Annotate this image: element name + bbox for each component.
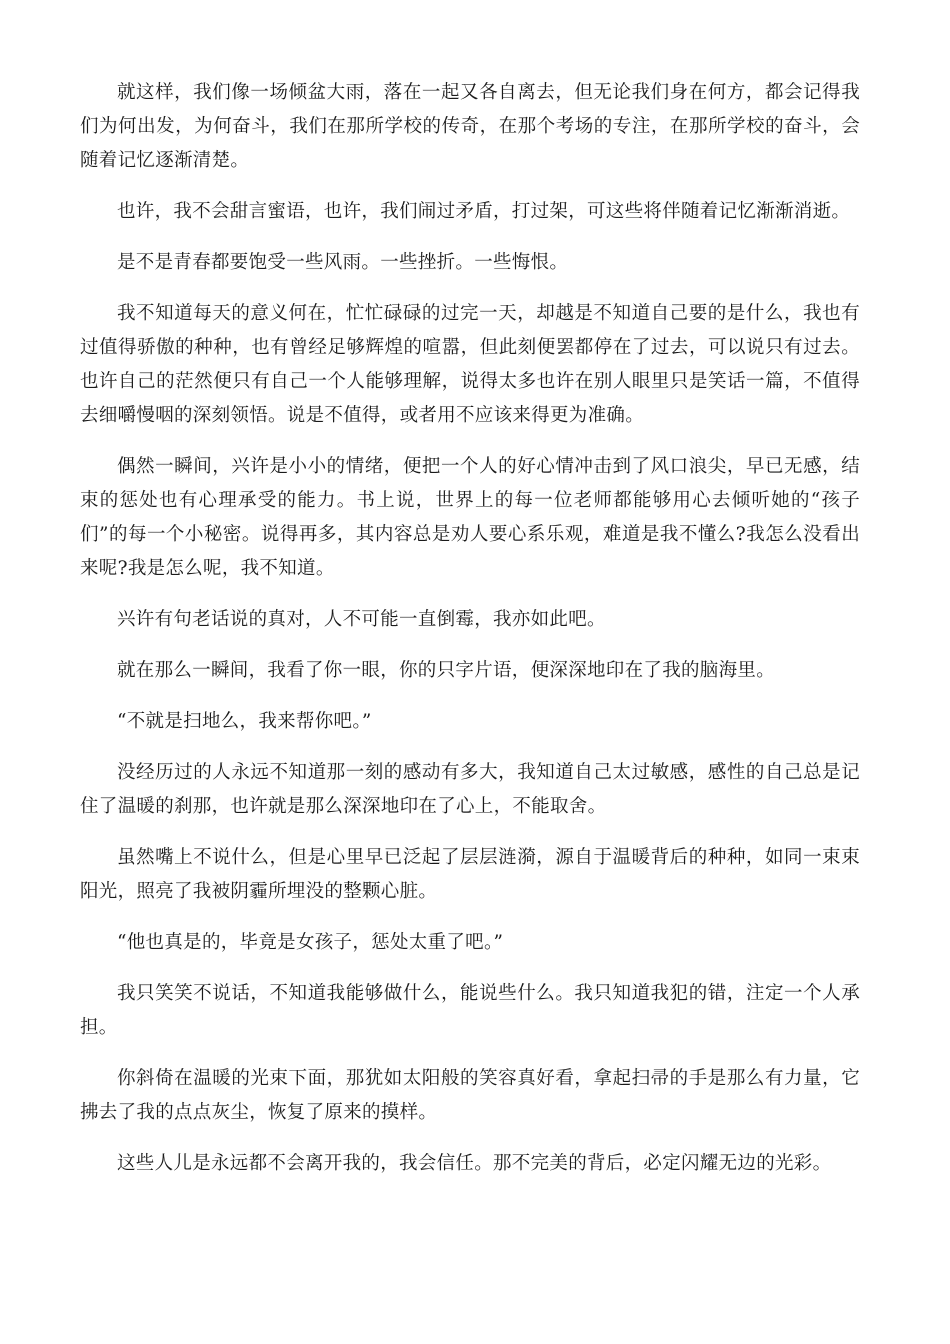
paragraph: 我不知道每天的意义何在，忙忙碌碌的过完一天，却越是不知道自己要的是什么，我也有过值得骄傲的种种，也有曾经足够辉煌的喧嚣，但此刻便罢都停在了过去，可以说只有过去。也许自己的茫然便只有自己一个人能够理解，说得太多也许在别人眼里只是笑话一篇，不值得去细嚼慢咽的深刻领悟。说是不值得，或者用不应该来得更为准确。 xyxy=(80,303,860,426)
paragraph: 偶然一瞬间，兴许是小小的情绪，便把一个人的好心情冲击到了风口浪尖，早已无感，结束的惩处也有心理承受的能力。书上说，世界上的每一位老师都能够用心去倾听她的“孩子们”的每一个小秘密。说得再多，其内容总是劝人要心系乐观，难道是我不懂么?我怎么没看出来呢?我是怎么呢，我不知道。 xyxy=(80,456,860,579)
paragraph: 你斜倚在温暖的光束下面，那犹如太阳般的笑容真好看，拿起扫帚的手是那么有力量，它拂去了我的点点灰尘，恢复了原来的摸样。 xyxy=(80,1068,860,1123)
paragraph: 就这样，我们像一场倾盆大雨，落在一起又各自离去，但无论我们身在何方，都会记得我们为何出发，为何奋斗，我们在那所学校的传奇，在那个考场的专注，在那所学校的奋斗，会随着记忆逐渐清楚。 xyxy=(80,82,860,171)
paragraph: 我只笑笑不说话，不知道我能够做什么，能说些什么。我只知道我犯的错，注定一个人承担。 xyxy=(80,983,860,1038)
paragraph: 是不是青春都要饱受一些风雨。一些挫折。一些悔恨。 xyxy=(117,252,569,273)
paragraph: 就在那么一瞬间，我看了你一眼，你的只字片语，便深深地印在了我的脑海里。 xyxy=(117,660,776,681)
paragraph: 兴许有句老话说的真对，人不可能一直倒霉，我亦如此吧。 xyxy=(117,609,606,630)
document-body xyxy=(80,76,860,1198)
quote-paragraph: “他也真是的，毕竟是女孩子，惩处太重了吧。” xyxy=(117,932,504,953)
quote-paragraph: “不就是扫地么，我来帮你吧。” xyxy=(117,711,372,732)
paragraph: 这些人儿是永远都不会离开我的，我会信任。那不完美的背后，必定闪耀无边的光彩。 xyxy=(117,1153,832,1174)
paragraph: 虽然嘴上不说什么，但是心里早已泛起了层层涟漪，源自于温暖背后的种种，如同一束束阳光，照亮了我被阴霾所埋没的整颗心脏。 xyxy=(80,847,860,902)
paragraph: 也许，我不会甜言蜜语，也许，我们闹过矛盾，打过架，可这些将伴随着记忆渐渐消逝。 xyxy=(117,201,851,222)
paragraph: 没经历过的人永远不知道那一刻的感动有多大，我知道自己太过敏感，感性的自己总是记住了温暖的刹那，也许就是那么深深地印在了心上，不能取舍。 xyxy=(80,762,860,817)
